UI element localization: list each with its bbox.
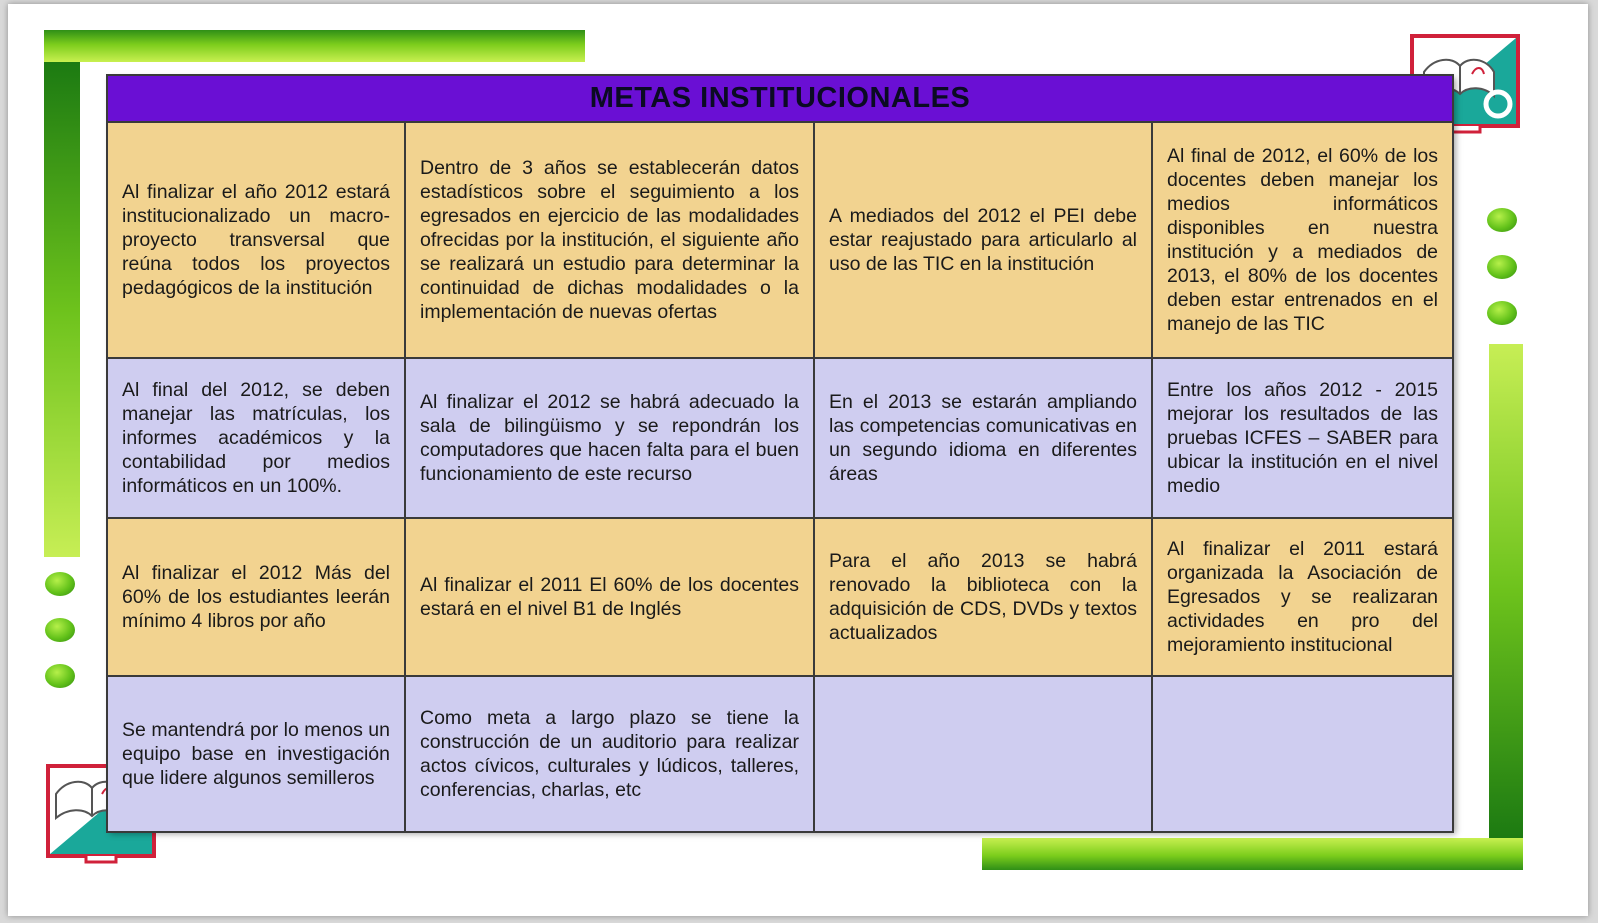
goals-table-container [106, 74, 1452, 830]
decorative-bar-left [44, 62, 80, 557]
table-row [107, 676, 1453, 832]
table-row [107, 122, 1453, 358]
table-cell: Al finalizar el 2011 El 60% de los docentes estará en el nivel B1 de Inglés [405, 518, 814, 676]
decorative-dot [1487, 301, 1517, 325]
decorative-bar-top [44, 30, 585, 62]
decorative-dot [45, 664, 75, 688]
table-cell: Dentro de 3 años se establecerán datos estadísticos sobre el seguimiento a los egresados en ejercicio de las modalidades ofrecidas por la institución, el siguiente año se realizará un estudio para determinar la continuidad de dichas modalidades o la implementación de nuevas ofertas [405, 122, 814, 358]
table-cell: Al finalizar el 2011 estará organizada la Asociación de Egresados y se realizaran actividades en pro del mejoramiento institucional [1152, 518, 1453, 676]
table-cell [1152, 676, 1453, 832]
table-cell: Como meta a largo plazo se tiene la construcción de un auditorio para realizar actos cívicos, culturales y lúdicos, talleres, conferencias, charlas, etc [405, 676, 814, 832]
table-cell: Al final de 2012, el 60% de los docentes deben manejar los medios informáticos disponibles en nuestra institución y a mediados de 2013, el 80% de los docentes deben estar entrenados en el manejo de las TIC [1152, 122, 1453, 358]
table-cell: Entre los años 2012 - 2015 mejorar los resultados de las pruebas ICFES – SABER para ubicar la institución en el nivel medio [1152, 358, 1453, 518]
table-cell: Se mantendrá por lo menos un equipo base en investigación que lidere algunos semilleros [107, 676, 405, 832]
table-cell: Al finalizar el 2012 Más del 60% de los estudiantes leerán mínimo 4 libros por año [107, 518, 405, 676]
table-cell: Para el año 2013 se habrá renovado la biblioteca con la adquisición de CDS, DVDs y textos actualizados [814, 518, 1152, 676]
decorative-dot [45, 618, 75, 642]
decorative-dot [1487, 208, 1517, 232]
table-cell: Al finalizar el 2012 se habrá adecuado la sala de bilingüismo y se repondrán los computadores que hacen falta para el buen funcionamiento de este recurso [405, 358, 814, 518]
table-cell: Al finalizar el año 2012 estará institucionalizado un macro-proyecto transversal que reúna todos los proyectos pedagógicos de la institución [107, 122, 405, 358]
decorative-bar-right [1489, 344, 1523, 839]
decorative-bar-bottom [982, 838, 1523, 870]
table-cell: Al final del 2012, se deben manejar las matrículas, los informes académicos y la contabilidad por medios informáticos en un 100%. [107, 358, 405, 518]
table-cell [814, 676, 1152, 832]
decorative-dot [1487, 255, 1517, 279]
goals-table [106, 74, 1454, 833]
table-row [107, 358, 1453, 518]
table-row [107, 518, 1453, 676]
decorative-dot [45, 572, 75, 596]
table-title: METAS INSTITUCIONALES [107, 75, 1453, 122]
table-cell: A mediados del 2012 el PEI debe estar reajustado para articularlo al uso de las TIC en la institución [814, 122, 1152, 358]
table-cell: En el 2013 se estarán ampliando las competencias comunicativas en un segundo idioma en diferentes áreas [814, 358, 1152, 518]
